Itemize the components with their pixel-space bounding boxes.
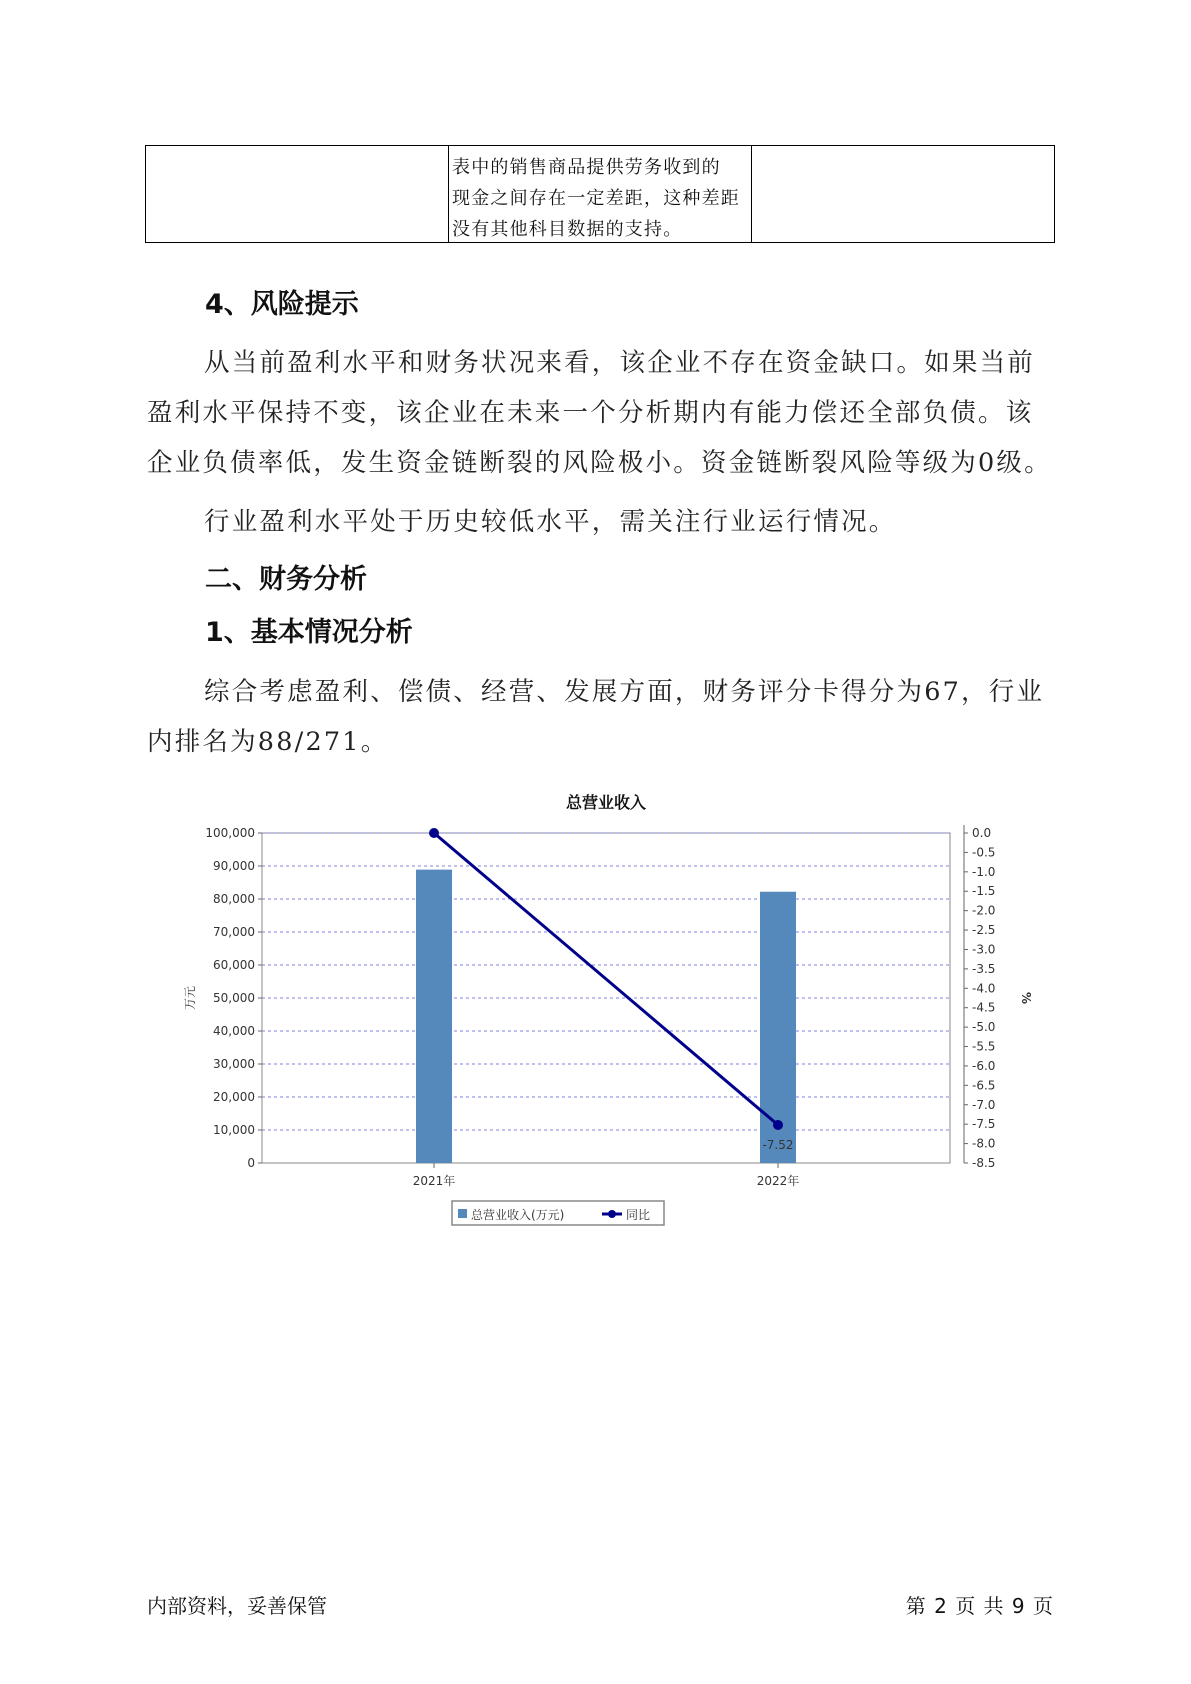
table-cell-middle <box>449 146 752 242</box>
line-point <box>773 1120 783 1130</box>
y2-tick-label: -2.0 <box>972 903 996 918</box>
y-tick-label: 20,000 <box>213 1090 255 1104</box>
table-cell-empty-right <box>752 146 1054 242</box>
legend-label-bar: 总营业收入(万元) <box>471 1208 565 1222</box>
table-cell-line: 表中的销售商品提供劳务收到的 <box>452 157 721 178</box>
y2-tick-label: -1.5 <box>972 884 996 899</box>
y-tick-label: 30,000 <box>213 1057 255 1071</box>
basic-heading: 1、基本情况分析 <box>205 617 413 648</box>
risk-paragraph-2: 行业盈利水平处于历史较低水平，需关注行业运行情况。 <box>204 507 897 537</box>
table-cell-line: 现金之间存在一定差距，这种差距 <box>452 188 740 209</box>
y2-tick-label: -0.5 <box>972 845 996 860</box>
table-cell-empty-left <box>146 146 449 242</box>
data-label: -7.52 <box>762 1137 794 1152</box>
legend-swatch-marker <box>608 1210 616 1218</box>
y-tick-label: 50,000 <box>213 991 255 1005</box>
table-cell-line: 没有其他科目数据的支持。 <box>452 219 683 240</box>
revenue-chart-svg <box>180 785 1033 1245</box>
y-tick-label: 60,000 <box>213 958 255 972</box>
y-axis-title: 万元 <box>183 985 197 1011</box>
table-fragment <box>145 145 1055 243</box>
y2-tick-label: -5.5 <box>972 1039 996 1054</box>
y2-tick-label: -8.0 <box>972 1136 996 1151</box>
finance-heading: 二、财务分析 <box>205 564 367 595</box>
line-point <box>429 828 439 838</box>
y2-tick-label: -7.0 <box>972 1097 996 1112</box>
y-tick-label: 70,000 <box>213 925 255 939</box>
y2-tick-label: -7.5 <box>972 1117 996 1132</box>
y-tick-label: 100,000 <box>205 826 255 840</box>
y-tick-label: 40,000 <box>213 1024 255 1038</box>
y2-tick-label: -1.0 <box>972 864 996 879</box>
x-tick-label: 2022年 <box>756 1174 800 1188</box>
y-tick-label: 80,000 <box>213 892 255 906</box>
y2-tick-label: 0.0 <box>972 826 992 840</box>
legend-swatch-bar <box>458 1209 467 1218</box>
y-tick-label: 0 <box>247 1156 255 1170</box>
revenue-chart <box>180 785 1033 1245</box>
y-tick-label: 10,000 <box>213 1123 255 1137</box>
y2-tick-label: -3.5 <box>972 961 996 976</box>
bar <box>416 870 452 1163</box>
y2-axis-title: % <box>1019 991 1033 1005</box>
legend-label-line: 同比 <box>626 1208 651 1222</box>
chart-title: 总营业收入 <box>565 793 647 812</box>
y2-tick-label: -8.5 <box>972 1156 996 1170</box>
y2-tick-label: -3.0 <box>972 942 996 957</box>
basic-paragraph: 综合考虑盈利、偿债、经营、发展方面，财务评分卡得分为67，行业内排名为88/271。 <box>147 677 1045 757</box>
x-tick-label: 2021年 <box>412 1174 456 1188</box>
footer-confidential-note: 内部资料，妥善保管 <box>147 1594 327 1618</box>
y2-tick-label: -2.5 <box>972 923 996 938</box>
y2-tick-label: -4.0 <box>972 981 996 996</box>
y2-tick-label: -6.0 <box>972 1058 996 1073</box>
footer-page-number: 第 2 页 共 9 页 <box>905 1594 1054 1618</box>
y2-tick-label: -4.5 <box>972 1000 996 1015</box>
y-tick-label: 90,000 <box>213 859 255 873</box>
risk-heading: 4、风险提示 <box>205 289 359 320</box>
y2-tick-label: -5.0 <box>972 1020 996 1035</box>
risk-paragraph-1: 从当前盈利水平和财务状况来看，该企业不存在资金缺口。如果当前盈利水平保持不变，该企业在未来一个分析期内有能力偿还全部负债。该企业负债率低，发生资金链断裂的风险极小。资金链断裂风险等级为0级。 <box>147 348 1052 478</box>
y2-tick-label: -6.5 <box>972 1078 996 1093</box>
